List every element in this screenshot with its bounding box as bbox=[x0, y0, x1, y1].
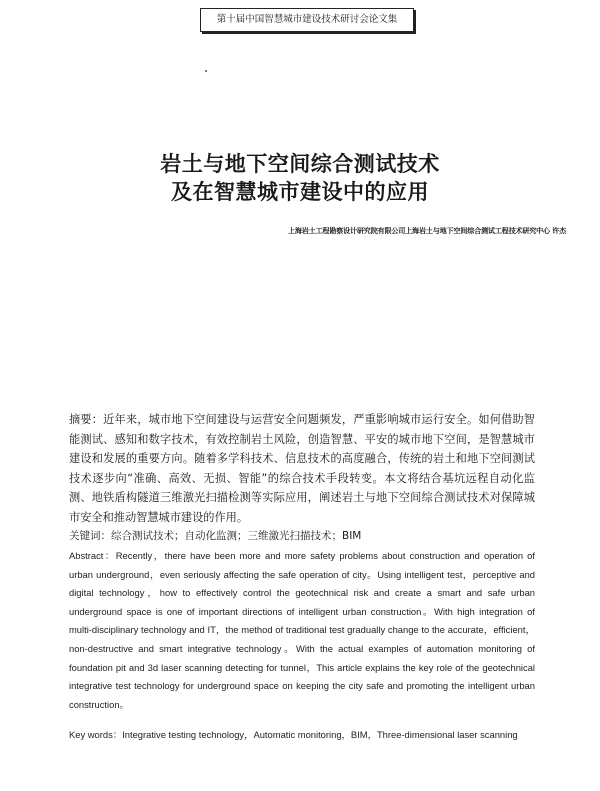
chinese-keywords: 关键词：综合测试技术；自动化监测；三维激光扫描技术；BIM bbox=[69, 530, 362, 542]
author-affiliation: 上海岩土工程勘察设计研究院有限公司上海岩土与地下空间综合测试工程技术研究中心 许杰 bbox=[287, 226, 566, 235]
running-header: 第十届中国智慧城市建设技术研讨会论文集 bbox=[200, 8, 414, 32]
chinese-abstract: 摘要：近年来，城市地下空间建设与运营安全问题频发，严重影响城市运行安全。如何借助智能测试、感知和数字技术，有效控制岩土风险，创造智慧、平安的城市地下空间，是智慧城市建设和发展的重要方向。随着多学科技术、信息技术的高度融合，传统的岩土和地下空间测试技术逐步向“准确、高效、无损、智能”的综合技术手段转变。本文将结合基坑远程自动化监测、地铁盾构隧道三维激光扫描检测等实际应用，阐述岩土与地下空间综合测试技术对保障城市安全和推动智慧城市建设的作用。 bbox=[69, 413, 535, 524]
paper-title-line-2: 及在智慧城市建设中的应用 bbox=[171, 180, 429, 204]
paper-title-line-1: 岩土与地下空间综合测试技术 bbox=[160, 152, 440, 176]
english-keywords: Key words：Integrative testing technology，Automatic monitoring，BIM，Three-dimensional laser scanning bbox=[69, 729, 518, 740]
english-abstract: Abstract：Recently，there have been more and more safety problems about construction and operation of urban underground，even seriously affecting the safe operation of city。Using intelligent test，perceptive and digital technology，how to effectively control the geotechnical risk and create a smart and safe urban underground space is one of important directions of intelligent urban construction。With high integration of multi-disciplinary technology and IT，the method of traditional test gradually change to the accurate，efficient，non-destructive and smart integrative technology。With the actual examples of automation monitoring of foundation pit and 3d laser scanning detecting for tunnel，This article explains the key role of the geotechnical integrative test technology for underground space on keeping the city safe and promoting the intelligent urban construction。 bbox=[69, 550, 535, 710]
scan-speck bbox=[205, 70, 207, 72]
